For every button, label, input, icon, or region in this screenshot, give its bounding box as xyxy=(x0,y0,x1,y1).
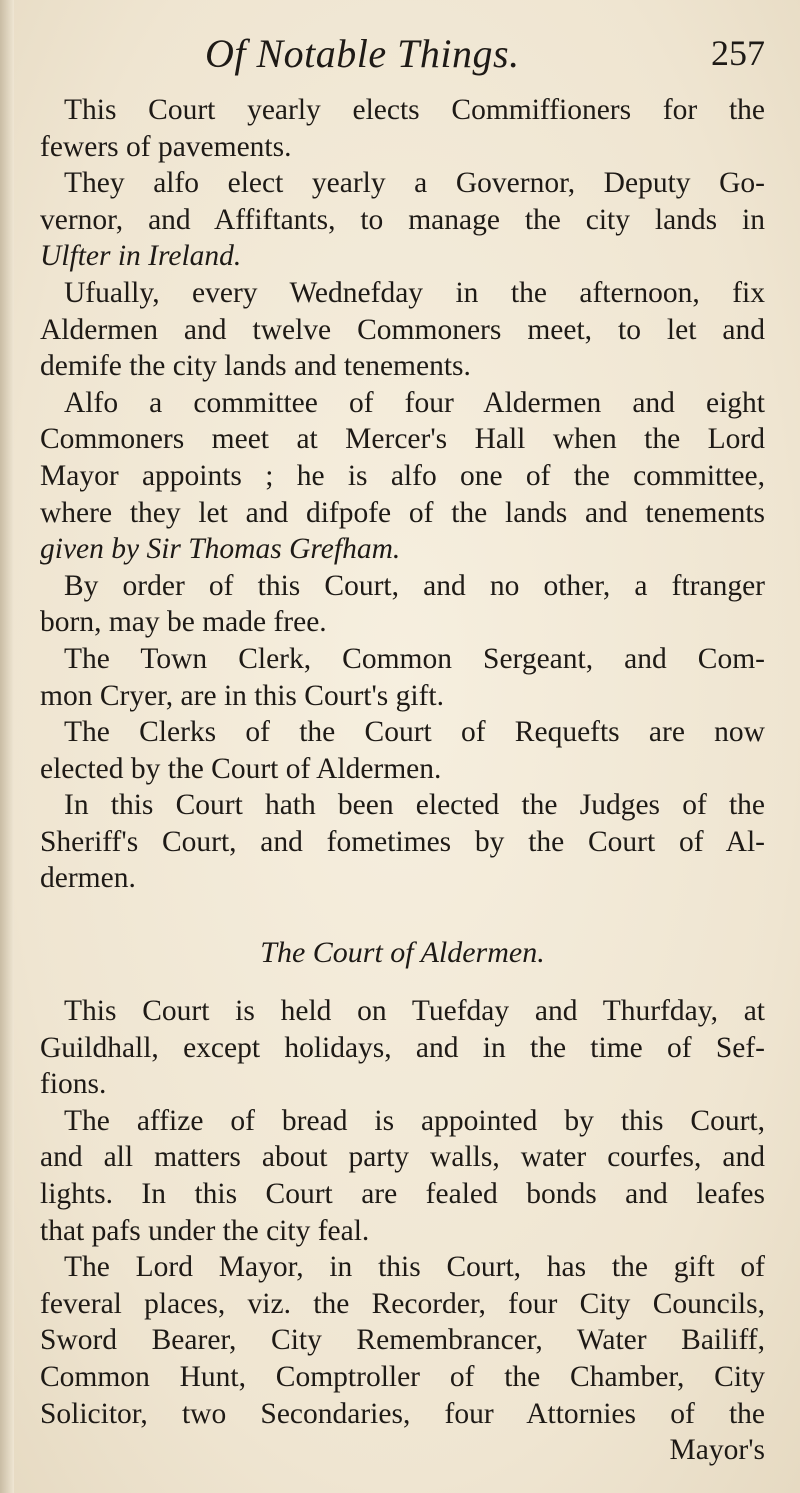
page-header xyxy=(205,30,765,88)
paragraph xyxy=(40,1249,765,1432)
running-title: Of Notable Things. xyxy=(205,31,520,76)
text-line: where they let and difpofe of the lands and tenements xyxy=(40,496,765,529)
text-line: elected by the Court of Aldermen. xyxy=(40,752,442,785)
text-line: Ufually, every Wednefday in the afternoon, fix xyxy=(64,276,765,309)
text-line: This Court yearly elects Commiffioners for the xyxy=(64,94,765,126)
paragraph xyxy=(40,275,765,385)
text-line: The Town Clerk, Common Sergeant, and Com- xyxy=(64,642,765,675)
italic-text: given by Sir Thomas Grefham. xyxy=(40,533,401,566)
page-binding-edge xyxy=(0,0,14,1493)
text-line: demife the city lands and tenements. xyxy=(40,350,471,383)
paragraph xyxy=(40,568,765,641)
section-heading: The Court of Aldermen. xyxy=(260,936,545,970)
text-line: Sword Bearer, City Remembrancer, Water Bailiff, xyxy=(40,1324,765,1357)
text-line: The Clerks of the Court of Requefts are now xyxy=(64,716,765,749)
text-line: Sheriff's Court, and fometimes by the Court of Al- xyxy=(40,825,765,858)
text-line: By order of this Court, and no other, a ftranger xyxy=(64,569,765,602)
paragraph xyxy=(40,787,765,897)
text-line: Alfo a committee of four Aldermen and eight xyxy=(64,386,765,419)
text-line: dermen. xyxy=(40,862,136,895)
paragraph xyxy=(40,165,765,275)
text-line: Aldermen and twelve Commoners meet, to let and xyxy=(40,313,765,346)
text-line: fewers of pavements. xyxy=(40,130,292,163)
paragraph xyxy=(40,714,765,787)
text-line: fions. xyxy=(40,1068,107,1101)
text-line: vernor, and Affiftants, to manage the city lands in xyxy=(40,203,765,236)
text-line: feveral places, viz. the Recorder, four City Councils, xyxy=(40,1287,765,1320)
text-line: Commoners meet at Mercer's Hall when the Lord xyxy=(40,423,765,456)
paragraph xyxy=(40,641,765,714)
text-line xyxy=(40,531,765,568)
text-line: In this Court hath been elected the Judges of the xyxy=(64,789,765,822)
text-line: Mayor appoints ; he is alfo one of the committee, xyxy=(40,459,765,492)
text-line: Common Hunt, Comptroller of the Chamber, City xyxy=(40,1361,765,1393)
text-line: The affize of bread is appointed by this Court, xyxy=(64,1104,765,1137)
text-line: mon Cryer, are in this Court's gift. xyxy=(40,679,444,712)
text-line: and all matters about party walls, water courfes, and xyxy=(40,1141,765,1174)
text-line: born, may be made free. xyxy=(40,606,327,639)
paragraph xyxy=(40,92,765,165)
text-line: This Court is held on Tuefday and Thurfday, at xyxy=(64,995,765,1028)
text-line: that pafs under the city feal. xyxy=(40,1214,370,1247)
text-line xyxy=(40,238,765,275)
text-line: The Lord Mayor, in this Court, has the gift of xyxy=(64,1251,765,1284)
paragraph xyxy=(40,385,765,568)
paragraph xyxy=(40,1103,765,1249)
italic-text: Ulfter in Ireland. xyxy=(40,240,242,273)
body-text xyxy=(40,92,765,1469)
text-line: Solicitor, two Secondaries, four Attornies of the xyxy=(40,1397,765,1430)
text-line: lights. In this Court are fealed bonds and leafes xyxy=(40,1178,765,1211)
catchword: Mayor's xyxy=(669,1434,765,1467)
paragraph xyxy=(40,993,765,1103)
text-line: They alfo elect yearly a Governor, Deputy Go- xyxy=(64,167,765,200)
text-line: Guildhall, except holidays, and in the time of Sef- xyxy=(40,1031,765,1064)
page-number: 257 xyxy=(711,33,765,73)
